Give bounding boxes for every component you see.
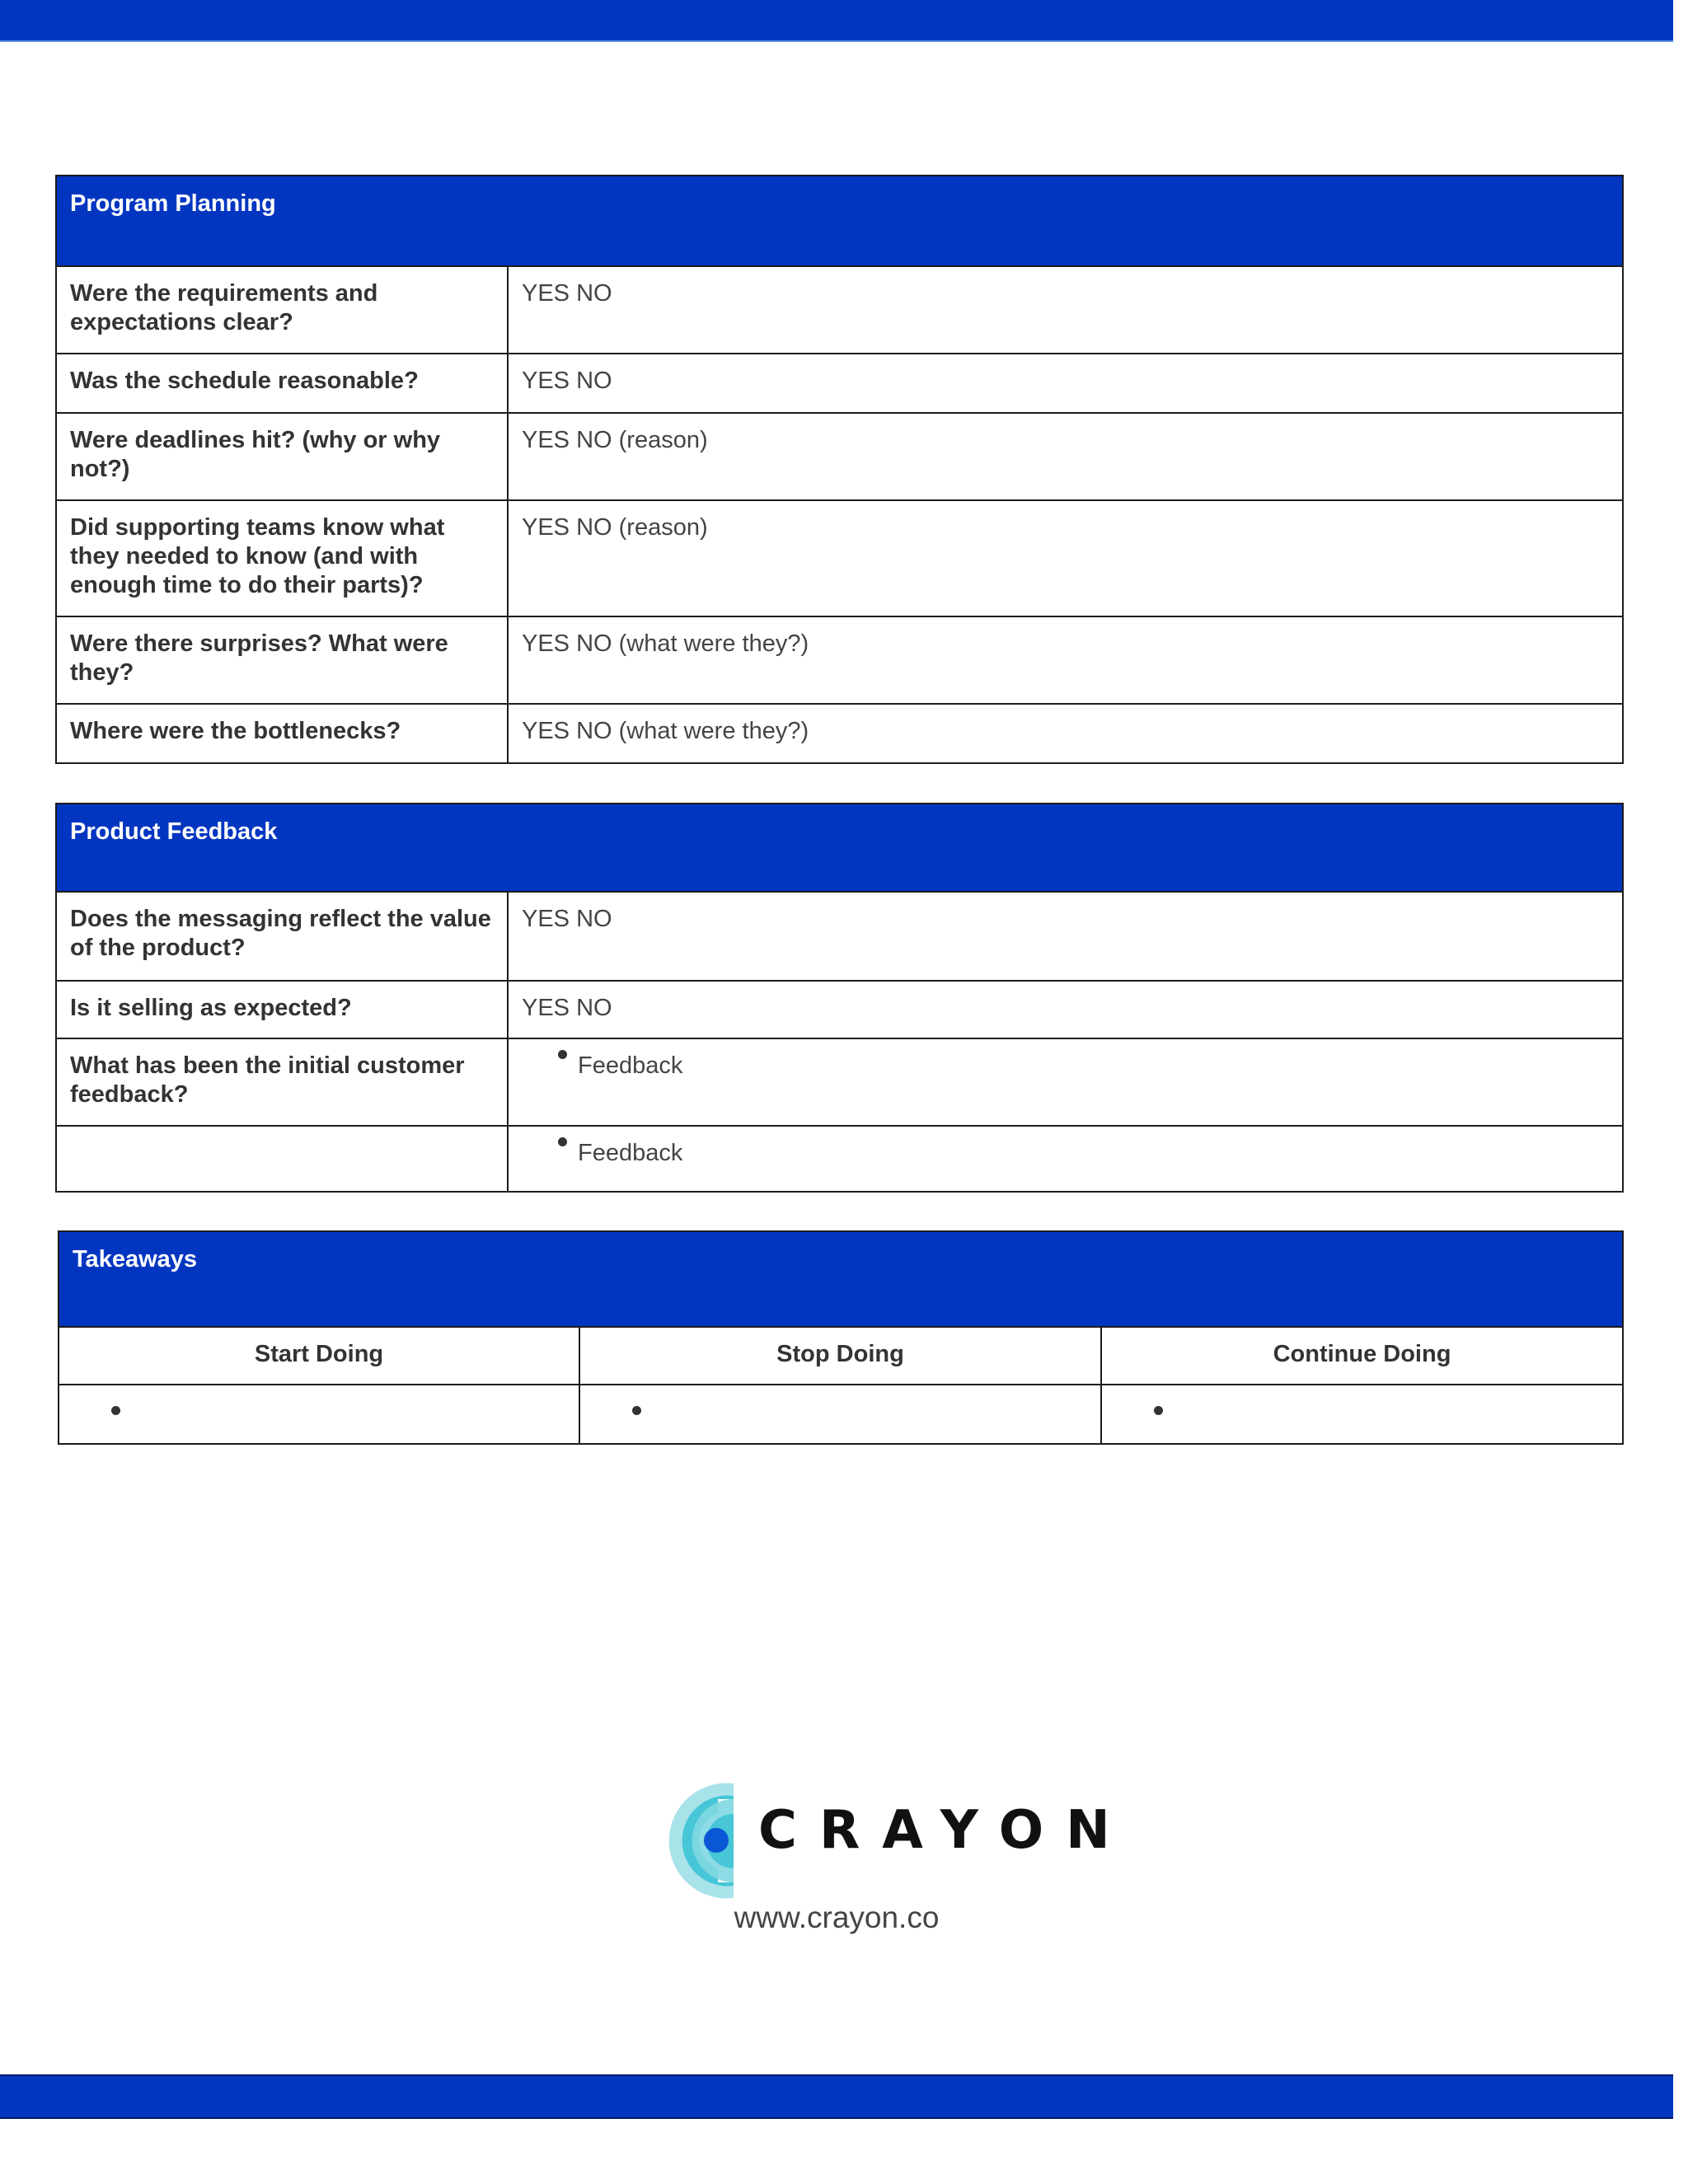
- website-link[interactable]: www.crayon.co: [734, 1900, 940, 1934]
- table-row: [59, 1327, 1623, 1385]
- product-feedback-table: [55, 803, 1624, 1193]
- question-cell: Were deadlines hit? (why or why not?): [56, 413, 508, 500]
- question-cell: Did supporting teams know what they needed to know (and with enough time to do their parts)?: [56, 500, 508, 616]
- table-row: [56, 1038, 1623, 1126]
- answer-cell[interactable]: YES NO (reason): [508, 500, 1623, 616]
- table-row: [56, 500, 1623, 616]
- bottom-banner: [0, 2074, 1673, 2119]
- answer-cell[interactable]: YES NO: [508, 981, 1623, 1038]
- takeaways-table: [58, 1230, 1624, 1445]
- question-cell: What has been the initial customer feedback?: [56, 1038, 508, 1126]
- question-cell: Is it selling as expected?: [56, 981, 508, 1038]
- answer-cell[interactable]: YES NO: [508, 892, 1623, 981]
- question-cell: Does the messaging reflect the value of the product?: [56, 892, 508, 981]
- bullet-icon: [1154, 1406, 1163, 1415]
- program-planning-table: [55, 175, 1624, 764]
- bullet-icon: [632, 1406, 641, 1415]
- question-cell: Where were the bottlenecks?: [56, 704, 508, 763]
- crayon-logo: [655, 1781, 1132, 1900]
- start-doing-cell[interactable]: [59, 1385, 579, 1444]
- table-row: [56, 616, 1623, 704]
- continue-doing-cell[interactable]: [1101, 1385, 1623, 1444]
- product-feedback-header: Product Feedback: [56, 804, 1623, 892]
- bullet-icon: [558, 1050, 567, 1059]
- answer-cell[interactable]: YES NO (what were they?): [508, 616, 1623, 704]
- top-banner: [0, 0, 1673, 42]
- bullet-icon: [111, 1406, 120, 1415]
- table-row: [56, 354, 1623, 413]
- logo-wordmark: CRAYON: [758, 1800, 1132, 1861]
- answer-cell[interactable]: YES NO: [508, 354, 1623, 413]
- stop-doing-cell[interactable]: [579, 1385, 1101, 1444]
- answer-cell[interactable]: YES NO (reason): [508, 413, 1623, 500]
- table-row: [56, 892, 1623, 981]
- table-row: [56, 1126, 1623, 1192]
- table-row: [59, 1385, 1623, 1444]
- bullet-icon: [558, 1137, 567, 1146]
- question-cell: Were the requirements and expectations clear?: [56, 266, 508, 354]
- feedback-text: Feedback: [578, 1052, 683, 1079]
- answer-cell[interactable]: YES NO: [508, 266, 1623, 354]
- program-planning-header: Program Planning: [56, 176, 1623, 266]
- takeaways-header: Takeaways: [59, 1231, 1623, 1327]
- table-row: [56, 704, 1623, 763]
- feedback-text: Feedback: [578, 1140, 683, 1166]
- stop-doing-header: Stop Doing: [579, 1327, 1101, 1385]
- question-cell: [56, 1126, 508, 1192]
- start-doing-header: Start Doing: [59, 1327, 579, 1385]
- table-row: [56, 266, 1623, 354]
- table-row: [56, 413, 1623, 500]
- answer-cell[interactable]: YES NO (what were they?): [508, 704, 1623, 763]
- question-cell: Was the schedule reasonable?: [56, 354, 508, 413]
- table-row: [56, 981, 1623, 1038]
- crayon-logo-icon: [655, 1781, 754, 1900]
- continue-doing-header: Continue Doing: [1101, 1327, 1623, 1385]
- answer-cell[interactable]: [508, 1126, 1623, 1192]
- answer-cell[interactable]: [508, 1038, 1623, 1126]
- question-cell: Were there surprises? What were they?: [56, 616, 508, 704]
